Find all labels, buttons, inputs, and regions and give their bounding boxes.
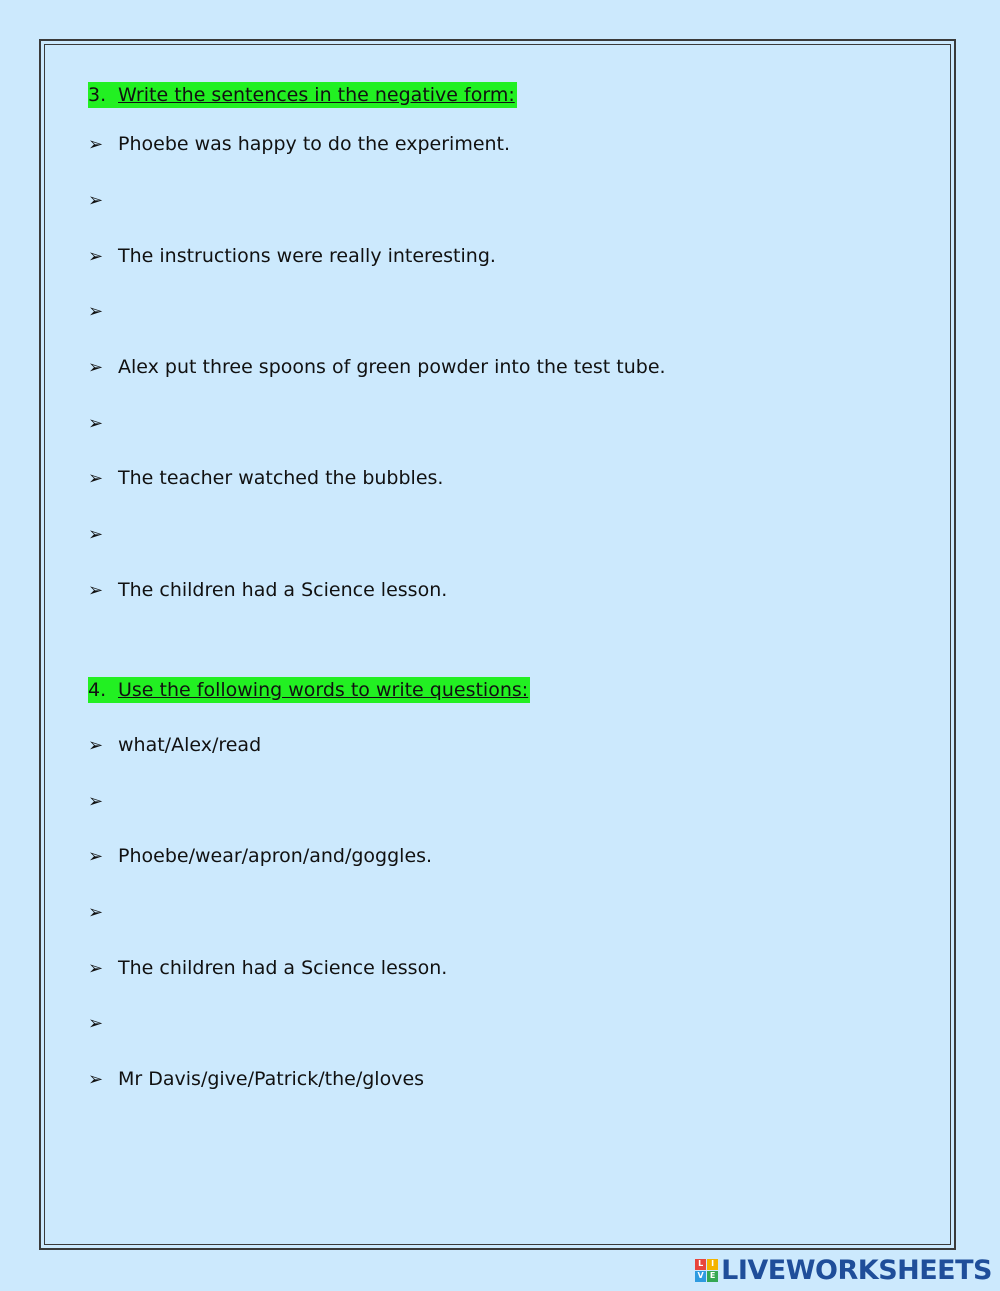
prompt-text: The children had a Science lesson. [118,957,448,979]
answer-line[interactable] [88,186,118,214]
section-3-heading [88,82,517,108]
section-4-heading [88,677,530,703]
sentence-text: The instructions were really interesting. [118,245,496,267]
section-4-number: 4. [88,679,107,701]
section-3-number: 3. [88,84,107,106]
logo-square: I [707,1259,718,1270]
arrow-bullet-icon: ➢ [88,524,104,545]
list-item [88,130,510,158]
sentence-text: Alex put three spoons of green powder into the test tube. [118,356,666,378]
logo-square: L [695,1259,706,1270]
prompt-text: what/Alex/read [118,734,262,756]
list-item [88,1065,424,1093]
logo-squares-icon [695,1259,718,1282]
list-item [88,464,443,492]
logo-square: V [695,1271,706,1282]
arrow-bullet-icon: ➢ [88,846,104,867]
arrow-bullet-icon: ➢ [88,357,104,378]
list-item [88,576,447,604]
answer-line[interactable] [88,297,118,325]
list-item [88,954,447,982]
logo-square: E [707,1271,718,1282]
section-4-title: Use the following words to write questions: [118,679,529,701]
answer-line[interactable] [88,898,118,926]
arrow-bullet-icon: ➢ [88,413,104,434]
sentence-text: The teacher watched the bubbles. [118,467,444,489]
answer-line[interactable] [88,520,118,548]
arrow-bullet-icon: ➢ [88,134,104,155]
prompt-text: Phoebe/wear/apron/and/goggles. [118,845,433,867]
sentence-text: Phoebe was happy to do the experiment. [118,133,511,155]
arrow-bullet-icon: ➢ [88,190,104,211]
sentence-text: The children had a Science lesson. [118,579,448,601]
list-item [88,353,666,381]
list-item [88,842,432,870]
list-item [88,242,496,270]
arrow-bullet-icon: ➢ [88,246,104,267]
arrow-bullet-icon: ➢ [88,301,104,322]
list-item [88,731,261,759]
arrow-bullet-icon: ➢ [88,468,104,489]
section-3-title: Write the sentences in the negative form: [118,84,515,106]
answer-line[interactable] [88,1009,118,1037]
arrow-bullet-icon: ➢ [88,580,104,601]
arrow-bullet-icon: ➢ [88,735,104,756]
arrow-bullet-icon: ➢ [88,791,104,812]
arrow-bullet-icon: ➢ [88,958,104,979]
arrow-bullet-icon: ➢ [88,902,104,923]
prompt-text: Mr Davis/give/Patrick/the/gloves [118,1068,425,1090]
arrow-bullet-icon: ➢ [88,1069,104,1090]
liveworksheets-logo[interactable] [695,1255,992,1285]
logo-text: LIVEWORKSHEETS [721,1254,992,1286]
answer-line[interactable] [88,787,118,815]
arrow-bullet-icon: ➢ [88,1013,104,1034]
answer-line[interactable] [88,409,118,437]
